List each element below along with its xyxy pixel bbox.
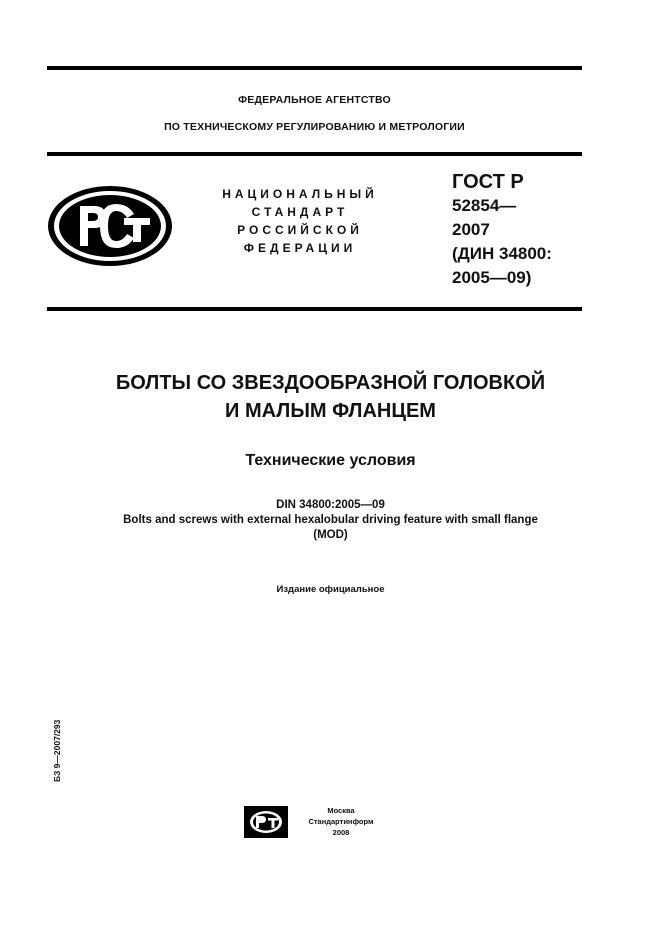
agency-name-line1: ФЕДЕРАЛЬНОЕ АГЕНТСТВО <box>238 94 391 106</box>
document-title-line1: БОЛТЫ СО ЗВЕЗДООБРАЗНОЙ ГОЛОВКОЙ <box>115 372 546 394</box>
publisher-year: 2008 <box>332 828 350 837</box>
designation-line2: 52854— <box>452 196 517 215</box>
national-standard-line3: РОССИЙСКОЙ <box>237 223 363 237</box>
din-english-title: Bolts and screws with external hexalobular driving feature with small flange <box>123 514 538 526</box>
designation-line3: 2007 <box>452 220 490 239</box>
designation-line1: ГОСТ Р <box>452 171 524 193</box>
publisher-city: Москва <box>327 806 355 815</box>
top-rule <box>47 66 582 70</box>
publisher-info <box>296 805 386 838</box>
national-standard-line4: ФЕДЕРАЦИИ <box>243 241 357 255</box>
document-subtitle: Технические условия <box>245 452 416 469</box>
standartinform-logo-icon <box>244 806 288 838</box>
edition-label: Издание официальное <box>276 584 385 595</box>
din-code: DIN 34800:2005—09 <box>276 499 385 511</box>
din-modification: (MOD) <box>313 529 348 541</box>
national-standard-line2: СТАНДАРТ <box>251 205 349 219</box>
agency-name-line2: ПО ТЕХНИЧЕСКОМУ РЕГУЛИРОВАНИЮ И МЕТРОЛОГИИ <box>164 121 465 133</box>
side-code: БЗ 9—2007/293 <box>52 719 62 782</box>
designation-line4: (ДИН 34800: <box>452 244 552 263</box>
standard-designation <box>452 170 552 290</box>
middle-rule <box>47 152 582 156</box>
publisher-name: Стандартинформ <box>308 817 374 826</box>
national-standard-line1: НАЦИОНАЛЬНЫЙ <box>222 187 378 201</box>
rst-logo-icon <box>46 184 174 268</box>
document-title-line2: И МАЛЫМ ФЛАНЦЕМ <box>225 400 436 422</box>
bottom-rule <box>47 307 582 311</box>
designation-line5: 2005—09) <box>452 268 532 287</box>
